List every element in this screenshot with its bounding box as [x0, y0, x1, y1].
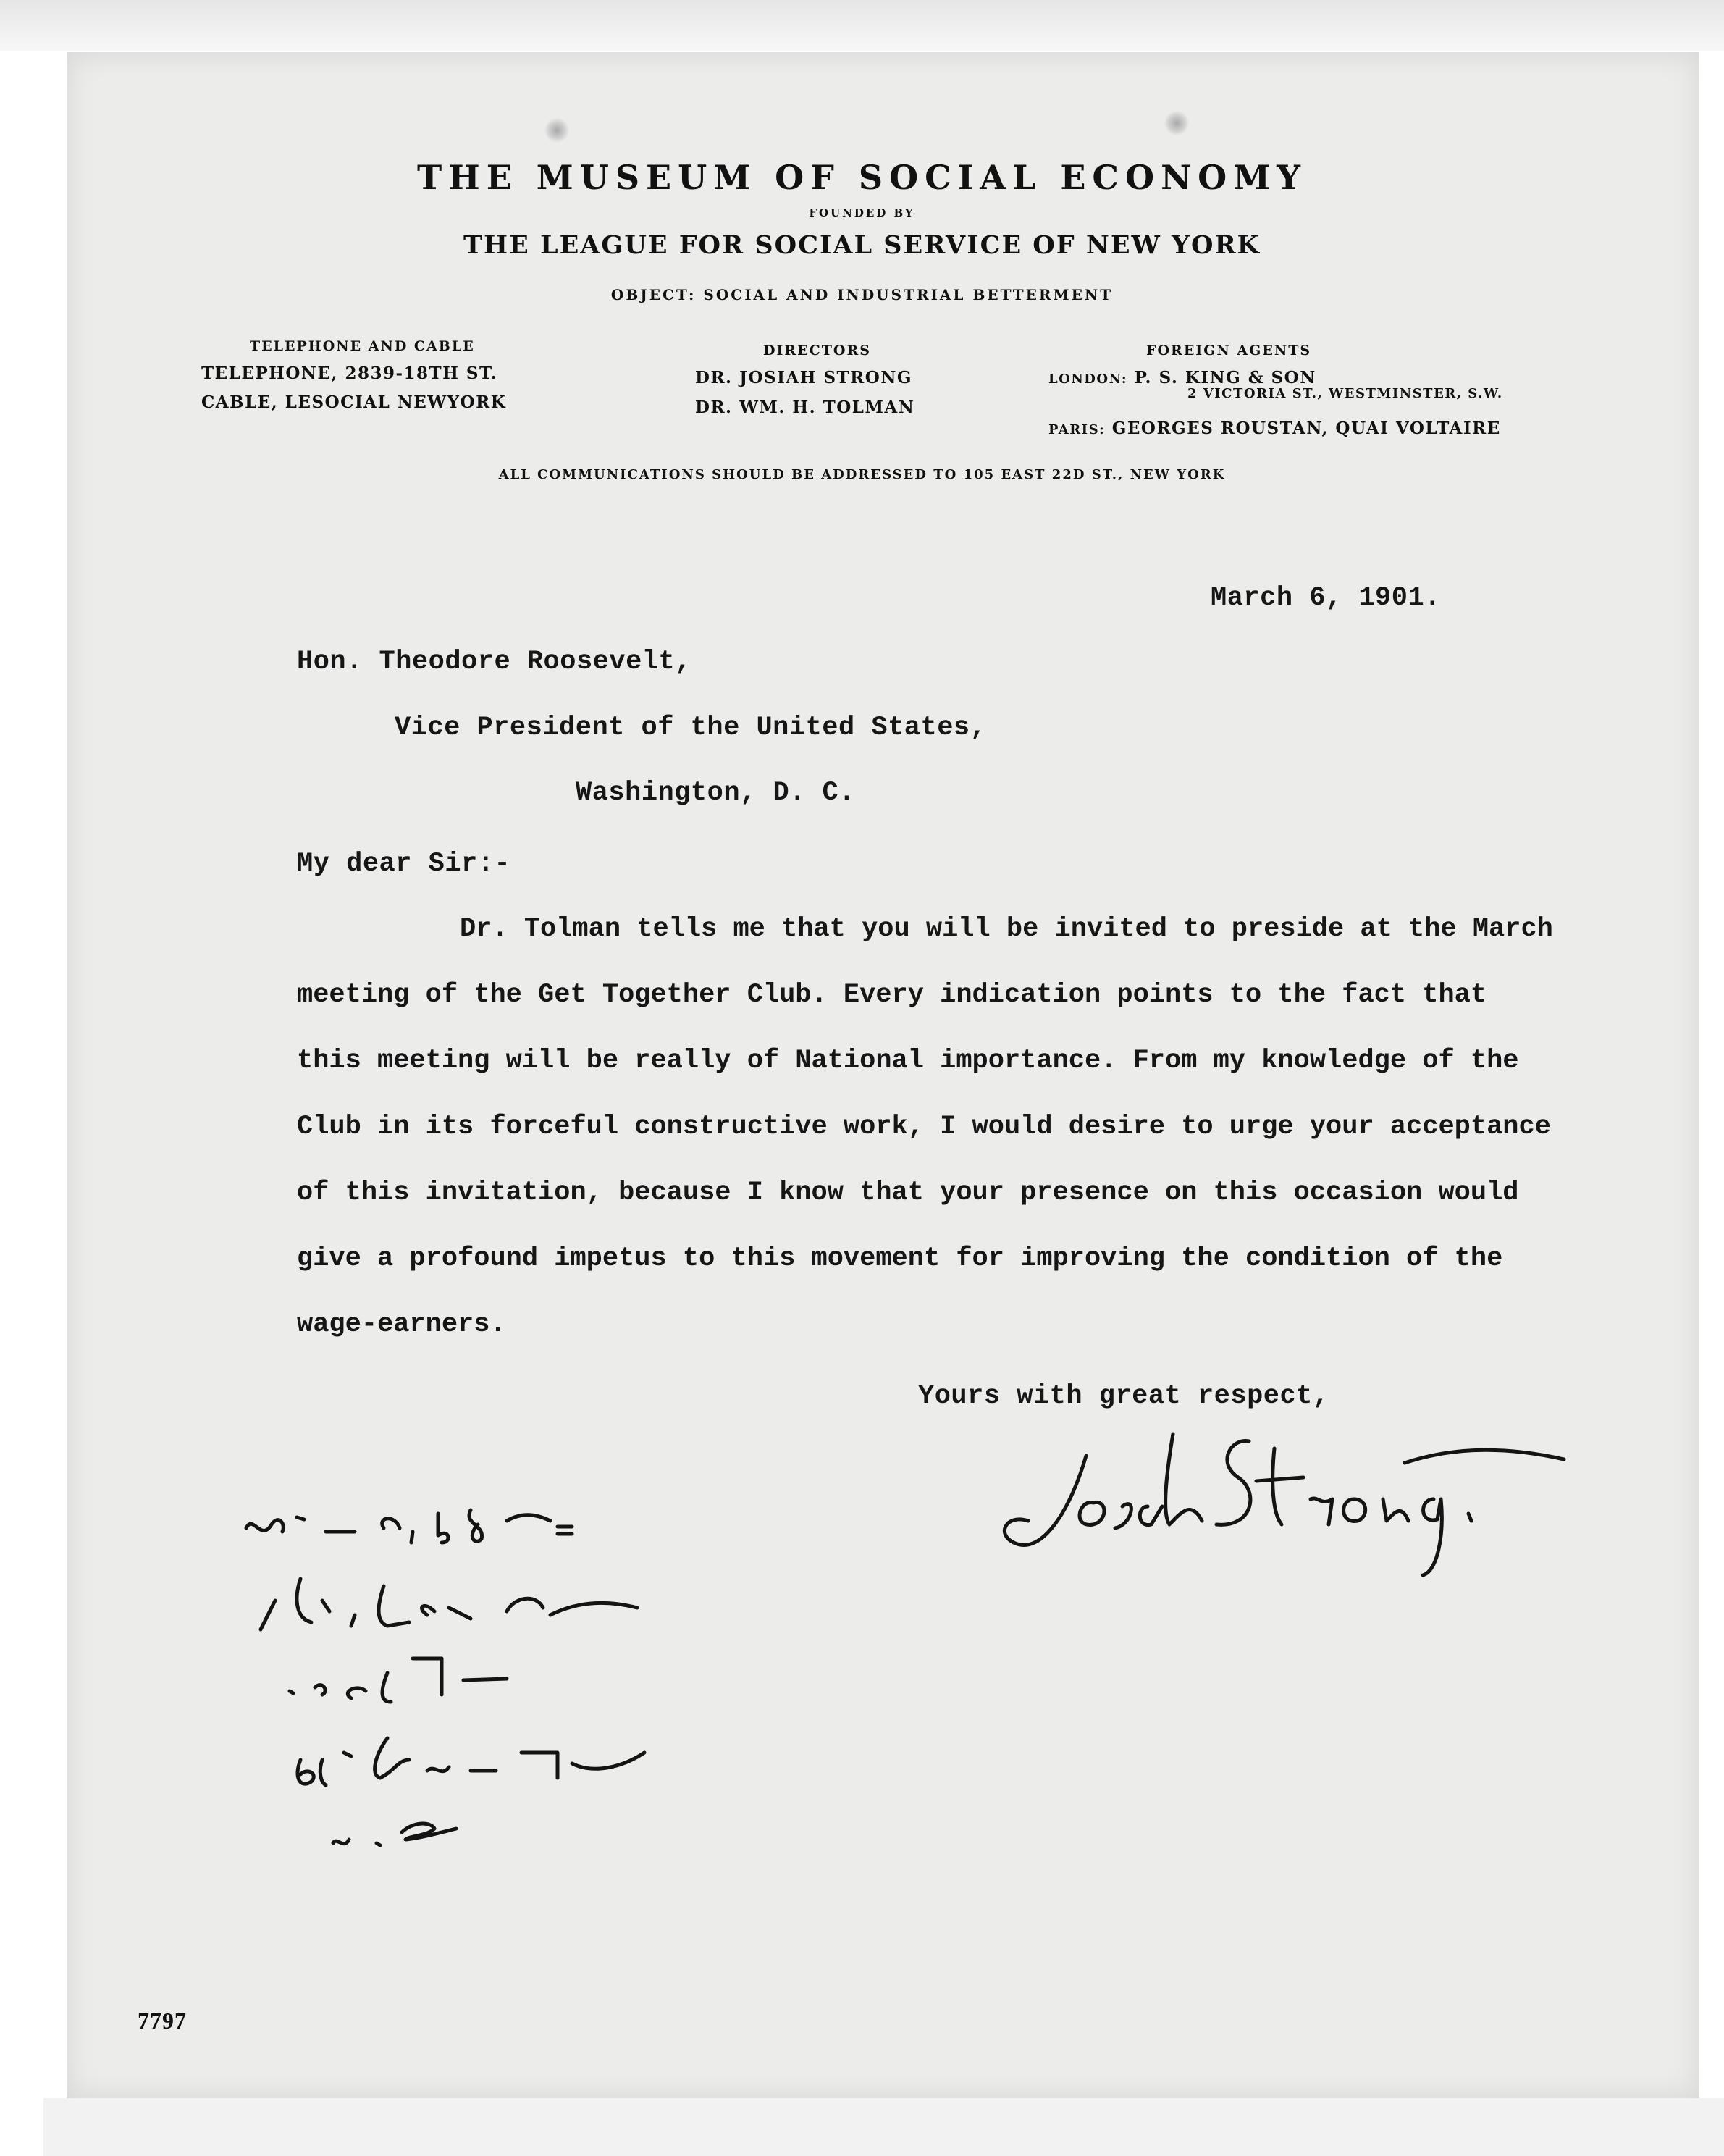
recipient-title: Vice President of the United States,: [395, 713, 987, 743]
paris-label: PARIS:: [1048, 422, 1106, 437]
punch-hole-right: [1164, 111, 1189, 135]
scan-margin-top: [0, 0, 1724, 51]
cable-line: CABLE, LESOCIAL NEWYORK: [201, 393, 507, 412]
body-line: meeting of the Get Together Club. Every indication points to the fact that: [297, 980, 1487, 1010]
closing: Yours with great respect,: [918, 1381, 1329, 1412]
paris-line: [1048, 419, 1501, 438]
london-agent: P. S. KING & SON: [1134, 368, 1316, 387]
london-line: [1048, 368, 1316, 387]
directors-heading: DIRECTORS: [763, 343, 871, 358]
paris-agent: GEORGES ROUSTAN, QUAI VOLTAIRE: [1111, 419, 1501, 438]
communications-note: ALL COMMUNICATIONS SHOULD BE ADDRESSED TO 105 EAST 22D ST., NEW YORK: [498, 467, 1226, 482]
london-address: 2 VICTORIA ST., WESTMINSTER, S.W.: [1187, 386, 1503, 401]
punch-hole-left: [544, 118, 569, 143]
foreign-agents-heading: FOREIGN AGENTS: [1146, 343, 1312, 358]
director-tolman: DR. WM. H. TOLMAN: [695, 398, 915, 417]
recipient-name: Hon. Theodore Roosevelt,: [297, 647, 691, 677]
object-label: OBJECT:: [610, 286, 697, 303]
league-name: THE LEAGUE FOR SOCIAL SERVICE OF NEW YORK: [463, 230, 1261, 260]
london-label: LONDON:: [1048, 372, 1128, 387]
body-line: this meeting will be really of National importance. From my knowledge of the: [297, 1046, 1519, 1076]
founded-by-line: FOUNDED BY: [809, 206, 915, 219]
shorthand-notes: [232, 1492, 1014, 1897]
body-line: give a profound impetus to this movement for improving the condition of the: [297, 1243, 1503, 1274]
recipient-city: Washington, D. C.: [576, 778, 855, 808]
director-strong: DR. JOSIAH STRONG: [695, 368, 912, 387]
object-text: SOCIAL AND INDUSTRIAL BETTERMENT: [703, 286, 1114, 303]
body-line: wage-earners.: [297, 1309, 506, 1340]
salutation: My dear Sir:-: [297, 849, 511, 879]
telephone-heading: TELEPHONE AND CABLE: [250, 338, 475, 354]
telephone-line: TELEPHONE, 2839-18TH ST.: [201, 364, 498, 383]
signature: [999, 1405, 1578, 1593]
body-line: Dr. Tolman tells me that you will be invited to preside at the March: [460, 914, 1553, 944]
page-number: 7797: [138, 2008, 187, 2034]
museum-title: THE MUSEUM OF SOCIAL ECONOMY: [417, 158, 1307, 197]
object-line: [0, 286, 1724, 303]
body-line: of this invitation, because I know that your presence on this occasion would: [297, 1178, 1519, 1208]
body-line: Club in its forceful constructive work, I would desire to urge your acceptance: [297, 1112, 1551, 1142]
letter-date: March 6, 1901.: [1211, 583, 1441, 613]
scan-margin-bottom: [43, 2098, 1724, 2156]
